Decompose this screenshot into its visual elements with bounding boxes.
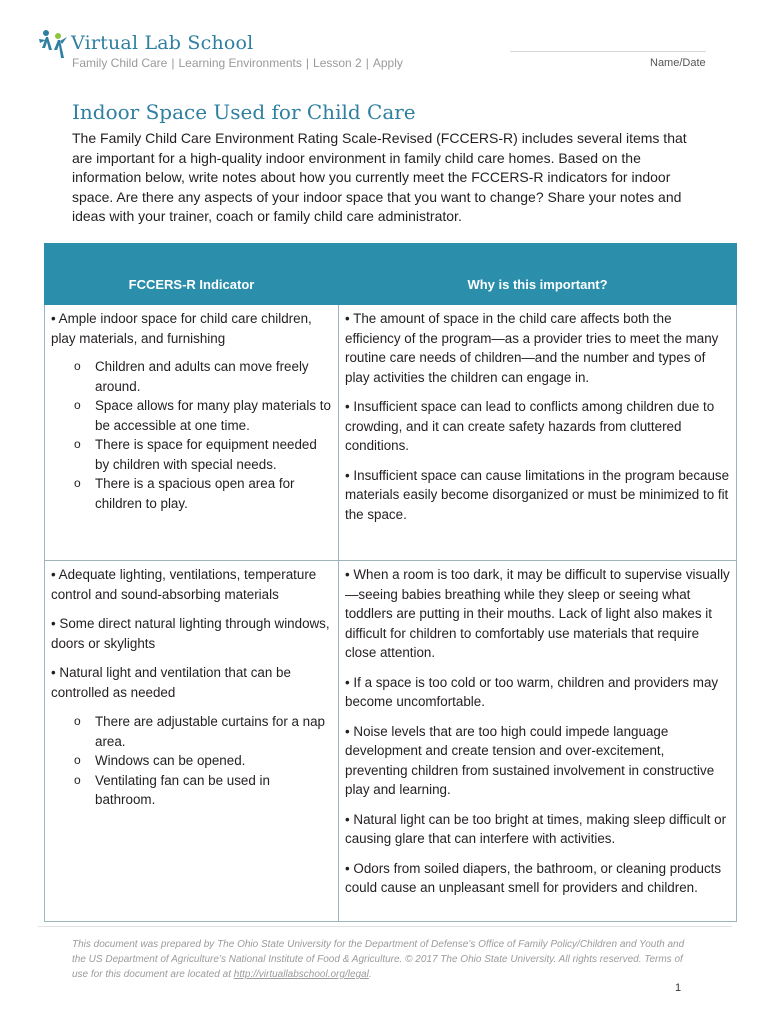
footer-text: This document was prepared by The Ohio State University for the Department of Defense’s Office of Family Policy/Children and Youth and the US Department of Agriculture’s National Institute of Food & Agriculture. © 2017 The Ohio State University. All rights reserved. Terms of use for this document are located at <box>72 939 685 980</box>
sub-item: o There are adjustable curtains for a nap area. <box>69 712 332 751</box>
sub-item: o Children and adults can move freely around. <box>69 357 332 396</box>
legal-link[interactable]: http://virtuallabschool.org/legal <box>233 969 369 980</box>
page-header <box>37 26 737 76</box>
breadcrumb-separator: | <box>305 56 310 70</box>
indicator-cell <box>45 305 339 561</box>
breadcrumb-item: Lesson 2 <box>313 56 362 70</box>
vls-logo-icon <box>37 28 69 60</box>
indicator-text: • Adequate lighting, ventilations, temperature control and sound-absorbing materials <box>51 567 317 602</box>
reason-text: • The amount of space in the child care affects both the efficiency of the program—as a provider tries to meet the many routine care needs of children—and the number and types of play activities the children can engage in. <box>345 311 719 385</box>
column-header-indicator: FCCERS-R Indicator <box>45 244 339 305</box>
breadcrumb-item: Family Child Care <box>72 56 168 70</box>
reason-text: • Natural light can be too bright at times, making sleep difficult or causing glare that can interfere with activities. <box>345 811 727 846</box>
breadcrumb-item: Apply <box>372 56 403 70</box>
footer-divider <box>38 926 732 927</box>
reason-text: • Noise levels that are too high could impede language development and create tension and over-excitement, preventing children from sustained involvement in constructive play and learning. <box>345 723 715 797</box>
reason-cell <box>339 561 737 922</box>
reason-text: • When a room is too dark, it may be difficult to supervise visually—seeing babies breathing while they sleep or seeing what toddlers are putting in their mouths. Lack of light also makes it difficult for children to comfortably use materials that require close attention. <box>345 567 730 660</box>
indicator-cell <box>45 561 339 922</box>
footer-note <box>72 937 686 982</box>
breadcrumb-separator: | <box>171 56 175 70</box>
table-header-row <box>45 244 737 305</box>
indicator-text: • Natural light and ventilation that can be controlled as needed <box>51 665 291 700</box>
column-header-importance: Why is this important? <box>339 244 737 305</box>
table-row <box>45 305 737 561</box>
reason-text: • Insufficient space can cause limitations in the program because materials easily become disorganized or must be minimized to fit the space. <box>345 467 730 522</box>
sub-item: o There is space for equipment needed by children with special needs. <box>69 435 332 474</box>
name-date-line[interactable] <box>510 51 706 52</box>
breadcrumb <box>72 56 403 70</box>
sub-item: o Space allows for many play materials to be accessible at one time. <box>69 396 332 435</box>
reason-cell <box>339 305 737 561</box>
intro-paragraph: The Family Child Care Environment Rating Scale-Revised (FCCERS-R) includes several items that are important for a high-quality indoor environment in family child care homes. Based on the information below, write notes about how you currently meet the FCCERS-R indicators for indoor space. Are there any aspects of your indoor space that you want to change? Share your notes and ideas with your trainer, coach or family child care administrator. <box>72 130 687 224</box>
indicator-text: • Ample indoor space for child care children, play materials, and furnishing <box>51 311 312 346</box>
sub-item: o Ventilating fan can be used in bathroom. <box>69 771 332 810</box>
reason-text: • Insufficient space can lead to conflicts among children due to crowding, and it can create safety hazards from cluttered conditions. <box>345 399 715 453</box>
footer-text-end: . <box>368 969 372 980</box>
name-date-label: Name/Date <box>650 57 706 69</box>
indicator-table <box>44 243 737 922</box>
page-title: Indoor Space Used for Child Care <box>72 100 416 124</box>
sub-item: o Windows can be opened. <box>69 751 332 771</box>
reason-text: • Odors from soiled diapers, the bathroom, or cleaning products could cause an unpleasant smell for providers and children. <box>345 860 722 895</box>
breadcrumb-item: Learning Environments <box>178 56 302 70</box>
indicator-sublist <box>69 357 332 513</box>
table-row <box>45 561 737 922</box>
indicator-text: • Some direct natural lighting through windows, doors or skylights <box>51 616 330 651</box>
indicator-sublist <box>69 712 332 810</box>
brand-name: Virtual Lab School <box>71 32 254 54</box>
sub-item: o There is a spacious open area for children to play. <box>69 474 332 513</box>
reason-text: • If a space is too cold or too warm, children and providers may become uncomfortable. <box>345 674 719 709</box>
page-number: 1 <box>675 982 682 994</box>
breadcrumb-separator: | <box>365 56 369 70</box>
